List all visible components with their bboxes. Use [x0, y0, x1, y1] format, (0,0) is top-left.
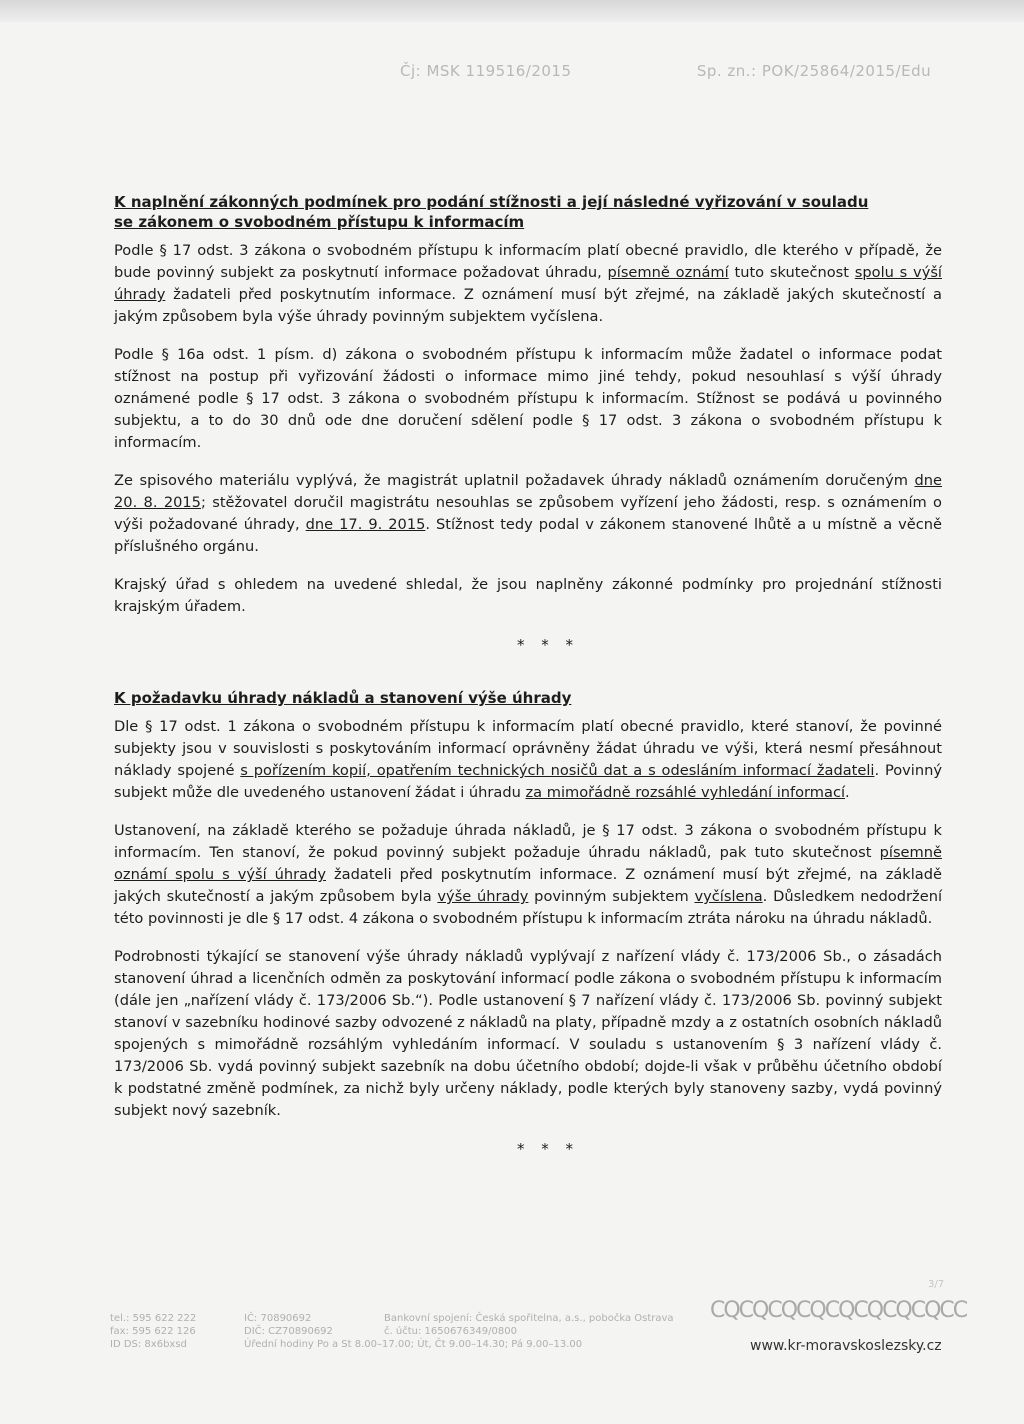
- underlined-text: vyčíslena: [694, 888, 763, 905]
- separator-stars: * * *: [516, 636, 580, 654]
- underlined-text: za mimořádně rozsáhlé vyhledání informací: [525, 784, 846, 801]
- footer-contacts: [110, 1312, 196, 1351]
- section2-paragraph-1: [114, 716, 942, 804]
- file-mark: Sp. zn.: POK/25864/2015/Edu: [696, 62, 932, 80]
- underlined-text: dne 20. 8. 2015: [114, 472, 942, 511]
- footer-bank: [384, 1312, 674, 1338]
- text-run: povinným subjektem: [528, 888, 695, 905]
- underlined-text: písemně oznámí spolu s výší úhrady: [114, 844, 942, 883]
- underlined-text: spolu s výší úhrady: [114, 264, 942, 303]
- footer-dic: DIČ: CZ70890692: [244, 1326, 333, 1337]
- section1-paragraph-1: [114, 240, 942, 328]
- section1-heading-line1: K naplnění zákonných podmínek pro podání stížnosti a její následné vyřizování v souladu: [114, 193, 869, 211]
- website-link[interactable]: www.kr-moravskoslezsky.cz: [750, 1338, 942, 1354]
- footer-ds: ID DS: 8x6bxsd: [110, 1339, 187, 1350]
- section1-paragraph-4: Krajský úřad s ohledem na uvedené shledal, že jsou naplněny zákonné podmínky pro projednání stížnosti krajským úřadem.: [114, 576, 942, 615]
- underlined-text: výše úhrady: [437, 888, 529, 905]
- page-number: 3/7: [928, 1279, 945, 1290]
- underlined-text: dne 17. 9. 2015: [305, 516, 426, 533]
- footer-bank-name: Bankovní spojení: Česká spořitelna, a.s., pobočka Ostrava: [384, 1313, 674, 1324]
- text-run: Ze spisového materiálu vyplývá, že magistrát uplatnil požadavek úhrady nákladů oznámením doručeným: [114, 472, 915, 489]
- underlined-text: písemně oznámí: [607, 264, 729, 281]
- text-run: Podle § 17 odst. 3 zákona o svobodném přístupu k informacím platí obecné pravidlo, dle kterého v případě, že bude povinný subjekt za poskytnutí informace požadovat úhradu,: [114, 242, 942, 281]
- separator-stars: * * *: [516, 1140, 580, 1158]
- text-run: . Stížnost tedy podal v zákonem stanovené lhůtě a u místně a věcně příslušného orgánu.: [114, 516, 943, 555]
- text-run: . Povinný subjekt může dle uvedeného ustanovení žádat i úhradu: [114, 762, 942, 801]
- section2-heading: K požadavku úhrady nákladů a stanovení výše úhrady: [114, 689, 572, 707]
- reference-number: Čj: MSK 119516/2015: [400, 62, 572, 80]
- text-run: . Důsledkem nedodržení této povinnosti je dle § 17 odst. 4 zákona o svobodném přístupu k informacím ztráta nároku na úhradu nákladů.: [114, 888, 942, 927]
- region-logo-icon: CQCQCQCQCQCQCQCQCC: [710, 1298, 967, 1323]
- document-body: [114, 192, 942, 1160]
- section1-paragraph-3: [114, 470, 942, 558]
- section2-paragraph-3: Podrobnosti týkající se stanovení výše úhrady nákladů vyplývají z nařízení vlády č. 173/2006 Sb., o zásadách stanovení úhrad a licenčních odměn za poskytování informací podle zákona o svobodném přístupu k informacím (dále jen „nařízení vlády č. 173/2006 Sb.“). Podle ustanovení § 7 nařízení vlády č. 173/2006 Sb. povinný subjekt stanoví v sazebníku hodinové sazby odvozené z nákladů na platy, případně mzdy a z ostatních osobních nákladů spojených s mimořádně rozsáhlým vyhledáním informací. V souladu s ustanovením § 3 nařízení vlády č. 173/2006 Sb. vydá povinný subjekt sazebník na dobu účetního období; dojde-li však v průběhu účetního období k podstatné změně podmínek, za nichž byly určeny náklady, podle kterých byly stanoveny sazby, vydá povinný subjekt nový sazebník.: [114, 948, 942, 1119]
- scan-edge: [0, 0, 1024, 22]
- text-run: Ustanovení, na základě kterého se požaduje úhrada nákladů, je § 17 odst. 3 zákona o svobodném přístupu k informacím. Ten stanoví, že pokud povinný subjekt požaduje úhradu nákladů, pak tuto skutečnost: [114, 822, 942, 861]
- text-run: ; stěžovatel doručil magistrátu nesouhlas se způsobem vyřízení jeho žádosti, resp. s oznámením o výši požadované úhrady,: [114, 494, 942, 533]
- text-run: žadateli před poskytnutím informace. Z oznámení musí být zřejmé, na základě jakých skutečností a jakým způsobem byla výše úhrady povinným subjektem vyčíslena.: [114, 286, 942, 325]
- footer-hours: Úřední hodiny Po a St 8.00–17.00; Út, Čt 9.00–14.30; Pá 9.00–13.00: [244, 1339, 583, 1350]
- text-run: žadateli před poskytnutím informace. Z oznámení musí být zřejmé, na základě jakých skutečností a jakým způsobem byla: [114, 866, 942, 905]
- footer-fax: fax: 595 622 126: [110, 1326, 196, 1337]
- page-footer: [110, 1279, 970, 1360]
- footer-tel: tel.: 595 622 222: [110, 1313, 197, 1324]
- underlined-text: s pořízením kopií, opatřením technických nosičů dat a s odesláním informací žadateli: [240, 762, 875, 779]
- text-run: .: [845, 784, 850, 801]
- footer-ic: IČ: 70890692: [244, 1313, 312, 1324]
- text-run: Dle § 17 odst. 1 zákona o svobodném přístupu k informacím platí obecné pravidlo, které stanoví, že povinné subjekty jsou v souvislosti s poskytováním informací oprávněny žádat úhradu ve výši, která nesmí přesáhnout náklady spojené: [114, 718, 942, 779]
- section2-paragraph-2: [114, 820, 942, 930]
- footer-account: č. účtu: 1650676349/0800: [384, 1326, 517, 1337]
- text-run: tuto skutečnost: [728, 264, 855, 281]
- document-header: [400, 62, 940, 80]
- section1-paragraph-2: Podle § 16a odst. 1 písm. d) zákona o svobodném přístupu k informacím může žadatel o informace podat stížnost na postup při vyřizování žádosti o informace mimo jiné tehdy, pokud nesouhlasí s výší úhrady oznámené podle § 17 odst. 3 zákona o svobodném přístupu k informacím. Stížnost se podává u povinného subjektu, a to do 30 dnů ode dne doručení sdělení podle § 17 odst. 3 zákona o svobodném přístupu k informacím.: [114, 346, 942, 451]
- section1-heading-line2: se zákonem o svobodném přístupu k informacím: [114, 213, 525, 231]
